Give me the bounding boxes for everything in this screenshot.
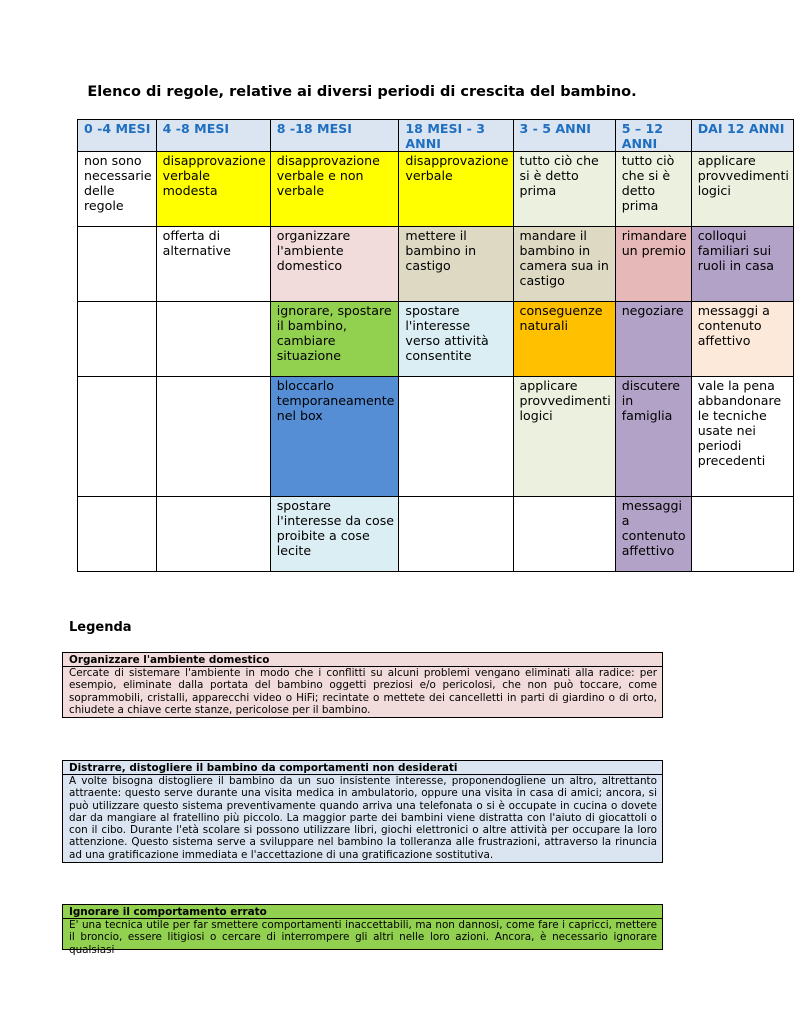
table-row bbox=[78, 377, 794, 497]
table-cell: applicare provvedimenti logici bbox=[691, 152, 793, 227]
legend-heading: Organizzare l'ambiente domestico bbox=[63, 653, 662, 667]
table-cell bbox=[78, 377, 157, 497]
table-cell: organizzare l'ambiente domestico bbox=[270, 227, 399, 302]
table-cell: non sono necessarie delle regole bbox=[78, 152, 157, 227]
table-cell: bloccarlo temporaneamente nel box bbox=[270, 377, 399, 497]
legend-heading: Distrarre, distogliere il bambino da comportamenti non desiderati bbox=[63, 761, 662, 775]
table-cell bbox=[156, 377, 270, 497]
table-cell: vale la pena abbandonare le tecniche usate nei periodi precedenti bbox=[691, 377, 793, 497]
table-cell: spostare l'interesse verso attività consentite bbox=[399, 302, 513, 377]
table-cell bbox=[78, 227, 157, 302]
table-cell: messaggi a contenuto affettivo bbox=[615, 497, 691, 572]
page-title: Elenco di regole, relative ai diversi periodi di crescita del bambino. bbox=[87, 84, 637, 100]
table-cell: disapprovazione verbale e non verbale bbox=[270, 152, 399, 227]
table-cell: spostare l'interesse da cose proibite a cose lecite bbox=[270, 497, 399, 572]
header-5-12-anni: 5 – 12 ANNI bbox=[615, 120, 691, 152]
table-cell: disapprovazione verbale bbox=[399, 152, 513, 227]
header-dai-12-anni: DAI 12 ANNI bbox=[691, 120, 793, 152]
table-cell: discutere in famiglia bbox=[615, 377, 691, 497]
legend-body: Cercate di sistemare l'ambiente in modo che i conflitti su alcuni problemi vengano eliminati alla radice: per esempio, eliminate dalla portata del bambino oggetti preziosi e/o pericolosi, che non può toccare, come soprammobili, cristalli, apparecchi video o HiFi; recintate o mettete dei cancelletti in parti di giardino o di orto, chiudete a chiave certe stanze, pericolose per il bambino. bbox=[69, 667, 657, 716]
table-cell: rimandare un premio bbox=[615, 227, 691, 302]
table-cell: negoziare bbox=[615, 302, 691, 377]
legend-box-ambiente-domestico bbox=[62, 652, 663, 718]
header-4-8-mesi: 4 -8 MESI bbox=[156, 120, 270, 152]
header-0-4-mesi: 0 -4 MESI bbox=[78, 120, 157, 152]
table-cell: conseguenze naturali bbox=[513, 302, 615, 377]
table-cell: applicare provvedimenti logici bbox=[513, 377, 615, 497]
rules-table bbox=[77, 119, 794, 572]
table-cell bbox=[691, 497, 793, 572]
table-row bbox=[78, 227, 794, 302]
table-cell bbox=[399, 497, 513, 572]
table-cell: colloqui familiari sui ruoli in casa bbox=[691, 227, 793, 302]
table-header-row bbox=[78, 120, 794, 152]
table-cell: mandare il bambino in camera sua in castigo bbox=[513, 227, 615, 302]
table-row bbox=[78, 302, 794, 377]
legend-body: E' una tecnica utile per far smettere comportamenti inaccettabili, ma non dannosi, come fare i capricci, mettere il broncio, essere litigiosi o cercare di interrompere gli altri nelle loro azioni. Ancora, è necessario ignorare qualsiasi bbox=[69, 919, 657, 956]
table-cell: tutto ciò che si è detto prima bbox=[513, 152, 615, 227]
table-cell: mettere il bambino in castigo bbox=[399, 227, 513, 302]
legend-box-ignorare bbox=[62, 904, 663, 956]
legend-heading: Ignorare il comportamento errato bbox=[63, 905, 662, 919]
table-row bbox=[78, 497, 794, 572]
table-cell: tutto ciò che si è detto prima bbox=[615, 152, 691, 227]
table-cell: messaggi a contenuto affettivo bbox=[691, 302, 793, 377]
table-cell bbox=[156, 497, 270, 572]
header-8-18-mesi: 8 -18 MESI bbox=[270, 120, 399, 152]
table-cell bbox=[513, 497, 615, 572]
table-cell bbox=[156, 302, 270, 377]
header-18-mesi-3-anni: 18 MESI - 3 ANNI bbox=[399, 120, 513, 152]
table-cell: disapprovazione verbale modesta bbox=[156, 152, 270, 227]
legend-title: Legenda bbox=[69, 620, 132, 635]
table-cell: offerta di alternative bbox=[156, 227, 270, 302]
header-3-5-anni: 3 - 5 ANNI bbox=[513, 120, 615, 152]
table-cell bbox=[399, 377, 513, 497]
table-row bbox=[78, 152, 794, 227]
table-cell bbox=[78, 302, 157, 377]
legend-body: A volte bisogna distogliere il bambino da un suo insistente interesse, proponendogliene un altro, altrettanto attraente: questo serve durante una visita medica in ambulatorio, oppure una visita in casa di amici; ancora, si può utilizzare questo sistema preventivamente quando arriva una telefonata o si è occupate in cucina o dovete dar da mangiare al fratellino più piccolo. La maggior parte dei bambini viene distratta con l'aiuto di giocattoli o con il cibo. Durante l'età scolare si possono utilizzare libri, giochi elettronici o altre attività per occupare la loro attenzione. Questo sistema serve a sviluppare nel bambino la tolleranza alle frustrazioni, attraverso la rinuncia ad una gratificazione immediata e l'accettazione di una gratificazione sostitutiva. bbox=[69, 775, 657, 861]
legend-box-distrarre bbox=[62, 760, 663, 863]
table-cell bbox=[78, 497, 157, 572]
table-cell: ignorare, spostare il bambino, cambiare situazione bbox=[270, 302, 399, 377]
